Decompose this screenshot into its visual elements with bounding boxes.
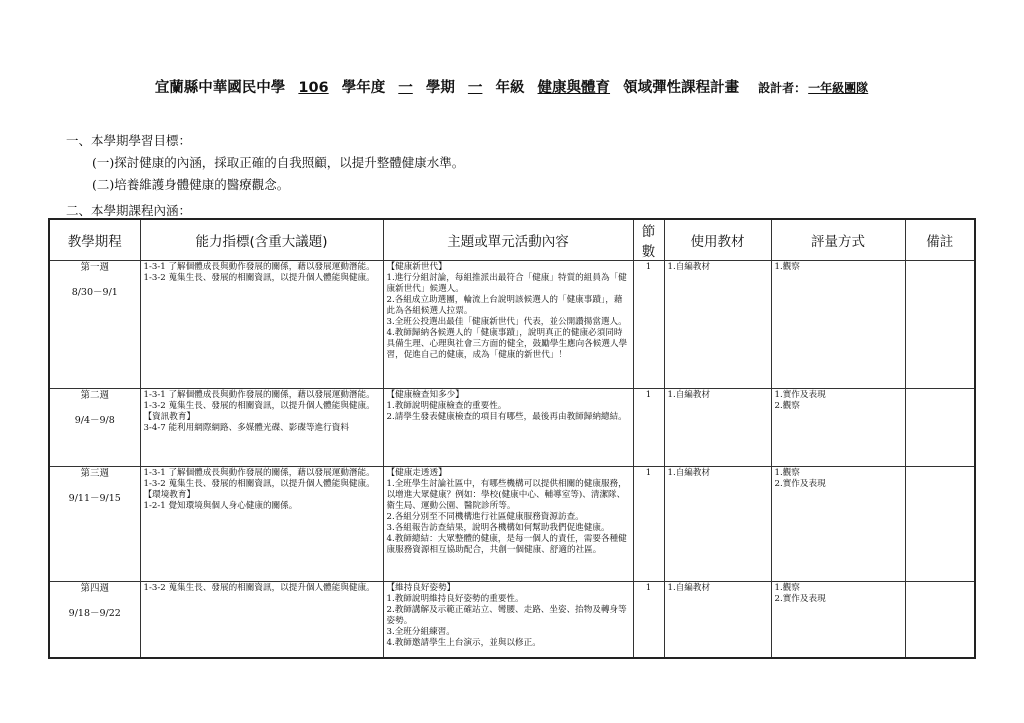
header-content: 主題或單元活動內容 xyxy=(383,219,633,261)
sessions-cell: 1 xyxy=(633,582,664,659)
course-plan-table xyxy=(48,218,976,659)
materials-cell: 1.自編教材 xyxy=(664,261,771,389)
indicators-cell xyxy=(140,467,383,582)
header-indicators: 能力指標(含重大議題) xyxy=(140,219,383,261)
grade: 一 xyxy=(467,80,483,96)
content-item: 1.教師說明健康檢查的重要性。 xyxy=(386,401,507,411)
materials-cell: 1.自編教材 xyxy=(664,389,771,467)
materials-cell: 1.自編教材 xyxy=(664,467,771,582)
sessions-cell: 1 xyxy=(633,467,664,582)
table-row xyxy=(49,389,975,467)
indicator-item: 1-2-1 覺知環境與個人身心健康的關係。 xyxy=(143,501,298,511)
notes-cell xyxy=(905,582,975,659)
indicator-item: 1-3-2 蒐集生長、發展的相關資訊，以提升個人體能與健康。 xyxy=(143,583,375,593)
content-cell xyxy=(383,389,633,467)
content-item: 2.請學生發表健康檢查的項目有哪些，最後再由教師歸納總結。 xyxy=(386,412,627,422)
table-row xyxy=(49,261,975,389)
week-cell xyxy=(49,261,140,389)
content-cell xyxy=(383,582,633,659)
indicator-item: 【環境教育】 xyxy=(143,490,196,500)
table-row xyxy=(49,582,975,659)
content-item: 3.各組報告訪查結果，說明各機構如何幫助我們促進健康。 xyxy=(386,523,610,533)
content-item: 1.進行分組討論，每組推派出最符合「健康」特質的組員為「健康新世代」候選人。 xyxy=(386,273,627,294)
assessment-item: 2.實作及表現 xyxy=(774,479,826,489)
assessment-cell xyxy=(771,582,905,659)
notes-cell xyxy=(905,261,975,389)
sessions-cell: 1 xyxy=(633,261,664,389)
indicator-item: 1-3-2 蒐集生長、發展的相關資訊，以提升個人體能與健康。 xyxy=(143,401,375,411)
header-period: 教學期程 xyxy=(49,219,140,261)
week-label: 第三週 xyxy=(80,468,109,479)
materials-cell: 1.自編教材 xyxy=(664,582,771,659)
indicators-cell xyxy=(140,582,383,659)
content-item: 【健康檢查知多少】 xyxy=(386,390,464,400)
domain-label: 領域彈性課程計畫 xyxy=(623,80,740,96)
assessment-cell xyxy=(771,467,905,582)
content-item: 4.教師歸納各候選人的「健康事蹟」，說明真正的健康必須同時具備生理、心理與社會三方面的健全，鼓勵學生應向各候選人學習，促進自己的健康，成為「健康的新世代」！ xyxy=(386,328,628,360)
content-cell xyxy=(383,261,633,389)
content-item: 4.教師邀請學生上台演示，並與以修正。 xyxy=(386,638,541,648)
indicator-item: 1-3-1 了解個體成長與動作發展的關係，藉以發展運動潛能。 xyxy=(143,390,375,400)
goal-item: (一)探討健康的內涵，採取正確的自我照顧，以提升整體健康水準。 xyxy=(92,155,465,170)
week-dates: 9/4－9/8 xyxy=(74,415,115,426)
table-header-row xyxy=(49,219,975,261)
content-item: 【健康新世代】 xyxy=(386,262,447,272)
assessment-item: 2.觀察 xyxy=(774,401,800,411)
week-label: 第四週 xyxy=(80,583,109,594)
school-year: 106 xyxy=(298,80,329,96)
content-item: 4.教師總結：大眾整體的健康，是每一個人的責任，需要各種健康服務資源相互協助配合，共創一個健康、舒適的社區。 xyxy=(386,534,627,555)
content-item: 2.各組成立助選團，輪流上台說明該候選人的「健康事蹟」，藉此為各組候選人拉票。 xyxy=(386,295,623,316)
assessment-cell xyxy=(771,261,905,389)
content-item: 2.教師講解及示範正確站立、彎腰、走路、坐姿、抬物及轉身等姿勢。 xyxy=(386,605,627,626)
sessions-cell: 1 xyxy=(633,389,664,467)
week-dates: 9/11－9/15 xyxy=(68,493,121,504)
indicator-item: 1-3-1 了解個體成長與動作發展的關係，藉以發展運動潛能。 xyxy=(143,262,375,272)
week-cell xyxy=(49,389,140,467)
header-materials: 使用教材 xyxy=(664,219,771,261)
content-cell xyxy=(383,467,633,582)
indicators-cell xyxy=(140,389,383,467)
header-sessions: 節數 xyxy=(633,219,664,261)
semester-label: 學期 xyxy=(425,80,455,96)
week-label: 第一週 xyxy=(80,262,109,273)
assessment-item: 1.觀察 xyxy=(774,468,800,478)
header-assessment: 評量方式 xyxy=(771,219,905,261)
indicators-cell xyxy=(140,261,383,389)
content-item: 1.教師說明維持良好姿勢的重要性。 xyxy=(386,594,524,604)
table-row xyxy=(49,467,975,582)
week-dates: 9/18－9/22 xyxy=(68,608,121,619)
notes-cell xyxy=(905,467,975,582)
week-cell xyxy=(49,467,140,582)
designer-name: 一年級團隊 xyxy=(808,81,869,95)
content-item: 2.各組分別至不同機構進行社區健康服務資源訪查。 xyxy=(386,512,584,522)
goals-heading: 一、本學期學習目標： xyxy=(66,133,192,148)
course-heading: 二、本學期課程內涵： xyxy=(66,203,192,218)
content-item: 3.全班分組練習。 xyxy=(386,627,455,637)
assessment-cell xyxy=(771,389,905,467)
notes-cell xyxy=(905,389,975,467)
content-item: 【維持良好姿勢】 xyxy=(386,583,456,593)
indicator-item: 1-3-2 蒐集生長、發展的相關資訊，以提升個人體能與健康。 xyxy=(143,479,375,489)
indicator-item: 3-4-7 能利用網際網路、多媒體光碟、影碟等進行資料 xyxy=(143,423,349,433)
school-name: 宜蘭縣中華國民中學 xyxy=(154,80,286,96)
week-label: 第二週 xyxy=(80,390,109,401)
indicator-item: 【資訊教育】 xyxy=(143,412,196,422)
week-dates: 8/30－9/1 xyxy=(71,287,118,298)
document-title xyxy=(0,76,1024,97)
content-item: 3.全班公投選出最佳「健康新世代」代表，並公開讚揚當選人。 xyxy=(386,317,627,327)
indicator-item: 1-3-2 蒐集生長、發展的相關資訊，以提升個人體能與健康。 xyxy=(143,273,375,283)
indicator-item: 1-3-1 了解個體成長與動作發展的關係，藉以發展運動潛能。 xyxy=(143,468,375,478)
grade-label: 年級 xyxy=(495,80,525,96)
assessment-item: 1.觀察 xyxy=(774,583,800,593)
subject-domain: 健康與體育 xyxy=(537,80,611,96)
assessment-item: 1.觀察 xyxy=(774,262,800,272)
designer-label: 設計者： xyxy=(758,81,807,95)
assessment-item: 1.實作及表現 xyxy=(774,390,826,400)
designer xyxy=(757,81,869,95)
content-item: 【健康走透透】 xyxy=(386,468,447,478)
semester: 一 xyxy=(398,80,413,96)
week-cell xyxy=(49,582,140,659)
content-item: 1.全班學生討論社區中，有哪些機構可以提供相關的健康服務，以增進大眾健康？例如：學校(健康中心、輔導室等)、清潔隊、衛生局、運動公園、醫院診所等。 xyxy=(386,479,627,511)
school-year-label: 學年度 xyxy=(341,80,386,96)
header-notes: 備註 xyxy=(905,219,975,261)
assessment-item: 2.實作及表現 xyxy=(774,594,826,604)
goal-item: (二)培養維護身體健康的醫療觀念。 xyxy=(92,177,290,192)
